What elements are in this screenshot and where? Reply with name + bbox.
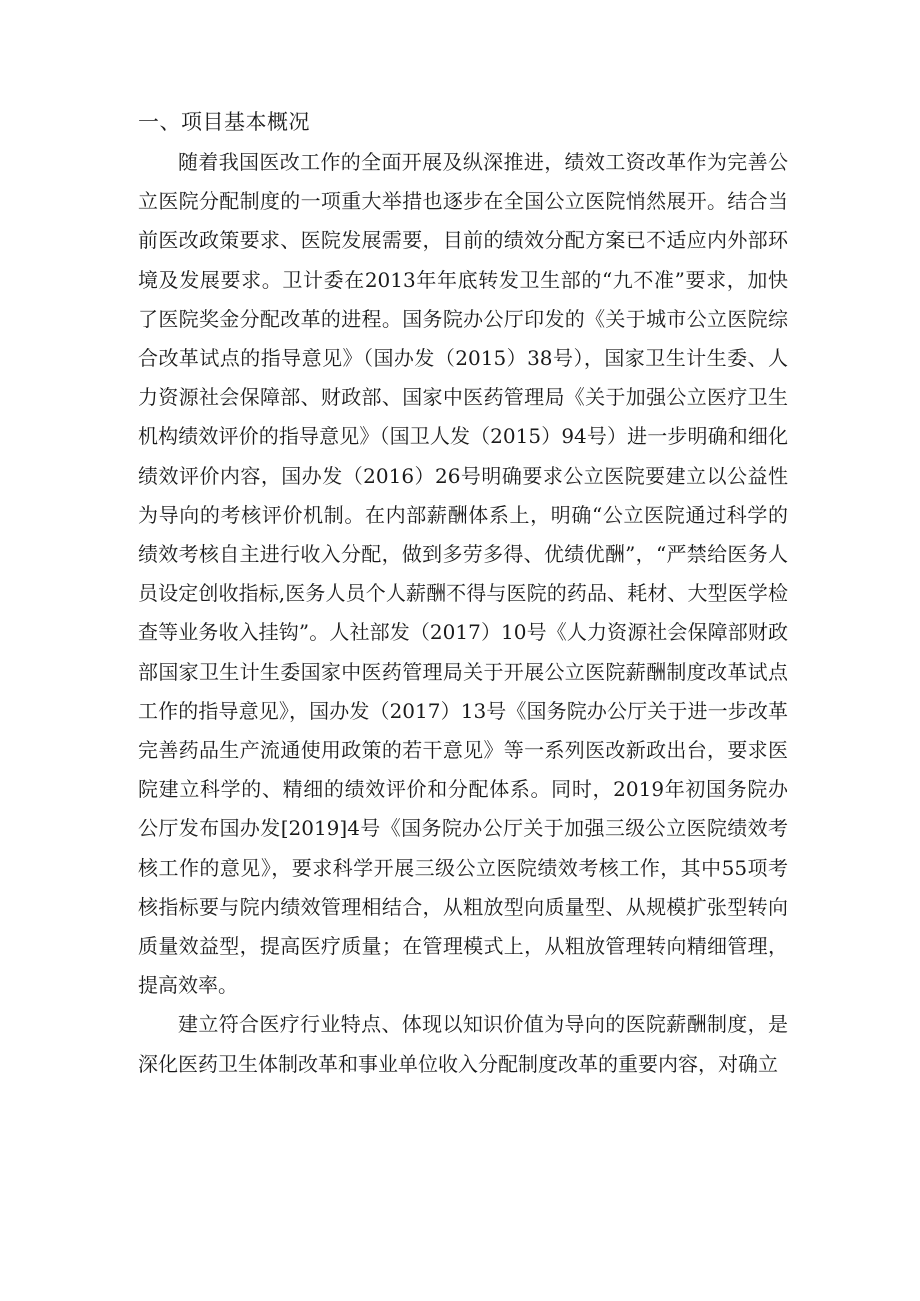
section-heading: 一、项目基本概况 <box>138 110 310 134</box>
paragraph: 建立符合医疗行业特点、体现以知识价值为导向的医院薪酬制度，是深化医药卫生体制改革和事业单位收入分配制度改革的重要内容，对确立 <box>138 1012 788 1076</box>
paragraph: 随着我国医改工作的全面开展及纵深推进，绩效工资改革作为完善公立医院分配制度的一项重大举措也逐步在全国公立医院悄然展开。结合当前医改政策要求、医院发展需要，目前的绩效分配方案已不适应内外部环境及发展要求。卫计委在2013年年底转发卫生部的“九不准”要求，加快了医院奖金分配改革的进程。国务院办公厅印发的《关于城市公立医院综合改革试点的指导意见》（国办发（2015）38号），国家卫生计生委、人力资源社会保障部、财政部、国家中医药管理局《关于加强公立医疗卫生机构绩效评价的指导意见》（国卫人发（2015）94号）进一步明确和细化绩效评价内容，国办发（2016）26号明确要求公立医院要建立以公益性为导向的考核评价机制。在内部薪酬体系上，明确“公立医院通过科学的绩效考核自主进行收入分配，做到多劳多得、优绩优酬”，“严禁给医务人员设定创收指标,医务人员个人薪酬不得与医院的药品、耗材、大型医学检查等业务收入挂钩”。人社部发（2017）10号《人力资源社会保障部财政部国家卫生计生委国家中医药管理局关于开展公立医院薪酬制度改革试点工作的指导意见》，国办发（2017）13号《国务院办公厅关于进一步改革完善药品生产流通使用政策的若干意见》等一系列医改新政出台，要求医院建立科学的、精细的绩效评价和分配体系。同时，2019年初国务院办公厅发布国办发[2019]4号《国务院办公厅关于加强三级公立医院绩效考核工作的意见》，要求科学开展三级公立医院绩效考核工作，其中55项考核指标要与院内绩效管理相结合，从粗放型向质量型、从规模扩张型转向质量效益型，提高医疗质量；在管理模式上，从粗放管理转向精细管理，提高效率。 <box>138 150 788 998</box>
body-text <box>138 143 788 1084</box>
